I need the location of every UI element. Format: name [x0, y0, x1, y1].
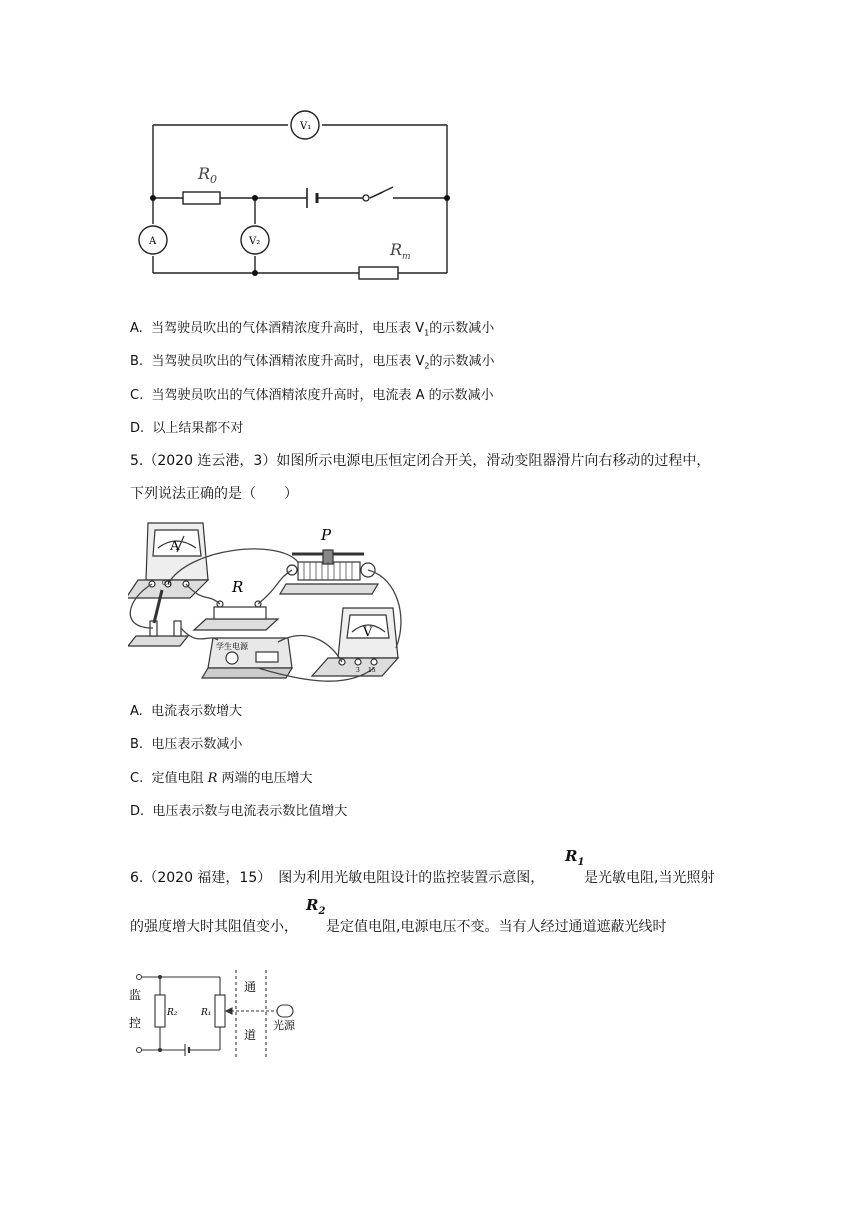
monitor-label-1: 监 — [129, 988, 142, 1002]
ammeter-scale-label: 0.6 — [162, 580, 172, 587]
rm-label: $R_m$ — [390, 240, 411, 262]
ammeter-image-label: A — [170, 539, 180, 554]
q4-option-a: A. 当驾驶员吹出的气体酒精浓度升高时，电压表 $V_1$的示数减小 — [130, 321, 495, 338]
q6-stem-line1-cont: 是光敏电阻,当光照射 — [584, 870, 715, 886]
resistor-image-label: R — [232, 578, 244, 596]
q6-stem-line2: 的强度增大时其阻值变小， — [130, 919, 298, 935]
q5-stem-line2: 下列说法正确的是（ ） — [130, 486, 298, 502]
q6-r2-symbol: $R_2$ — [306, 896, 326, 917]
voltmeter-scale1-label: 3 — [356, 667, 360, 674]
q4-option-d: D. 以上结果都不对 — [130, 421, 244, 436]
power-supply-label: 学生电源 — [216, 642, 248, 651]
q5-stem-line1: 5.（2020 连云港，3）如图所示电源电压恒定闭合开关，滑动变阻器滑片向右移动的过程中， — [130, 453, 711, 469]
light-source-icon — [277, 1005, 293, 1017]
q5-option-a: A. 电流表示数增大 — [130, 704, 243, 719]
circuit-diagram-q4 — [130, 105, 470, 290]
q6-monitor-diagram — [125, 965, 325, 1060]
light-source-label: 光源 — [273, 1019, 295, 1032]
r1-photoresistor-icon — [215, 995, 225, 1027]
voltmeter-scale2-label: 15 — [368, 667, 376, 674]
r2-resistor-icon — [155, 995, 165, 1027]
r0-label: $R_0$ — [198, 164, 218, 186]
dao-label: 道 — [244, 1028, 257, 1042]
tong-label: 通 — [244, 980, 257, 994]
q5-option-b: B. 电压表示数减小 — [130, 737, 243, 752]
monitor-label-2: 控 — [129, 1016, 142, 1030]
voltmeter-image-label: V — [363, 625, 373, 640]
q5-option-c: C. 定值电阻 R 两端的电压增大 — [130, 771, 313, 786]
v1-label: V₁ — [300, 121, 312, 132]
resistor-r0-icon — [183, 192, 220, 204]
r2-diagram-label: R₂ — [167, 1008, 178, 1018]
q4-option-c: C. 当驾驶员吹出的气体酒精浓度升高时，电流表 A 的示数减小 — [130, 388, 494, 403]
q5-option-d: D. 电压表示数与电流表示数比值增大 — [130, 804, 348, 819]
q6-stem-line2-cont: 是定值电阻,电源电压不变。当有人经过通道遮蔽光线时 — [326, 919, 667, 935]
v2-label: V₂ — [249, 236, 261, 247]
resistor-rm-icon — [359, 267, 398, 279]
ammeter-label: A — [149, 236, 157, 247]
q6-stem-line1: 6.（2020 福建，15） 图为利用光敏电阻设计的监控装置示意图， — [130, 870, 545, 886]
q6-r1-symbol: $R_1$ — [565, 847, 585, 868]
rheostat-slider-label: P — [321, 526, 332, 544]
q4-option-b: B. 当驾驶员吹出的气体酒精浓度升高时，电压表 $V_2$的示数减小 — [130, 354, 495, 371]
r1-diagram-label: R₁ — [201, 1008, 212, 1018]
q5-apparatus-image — [128, 518, 418, 690]
